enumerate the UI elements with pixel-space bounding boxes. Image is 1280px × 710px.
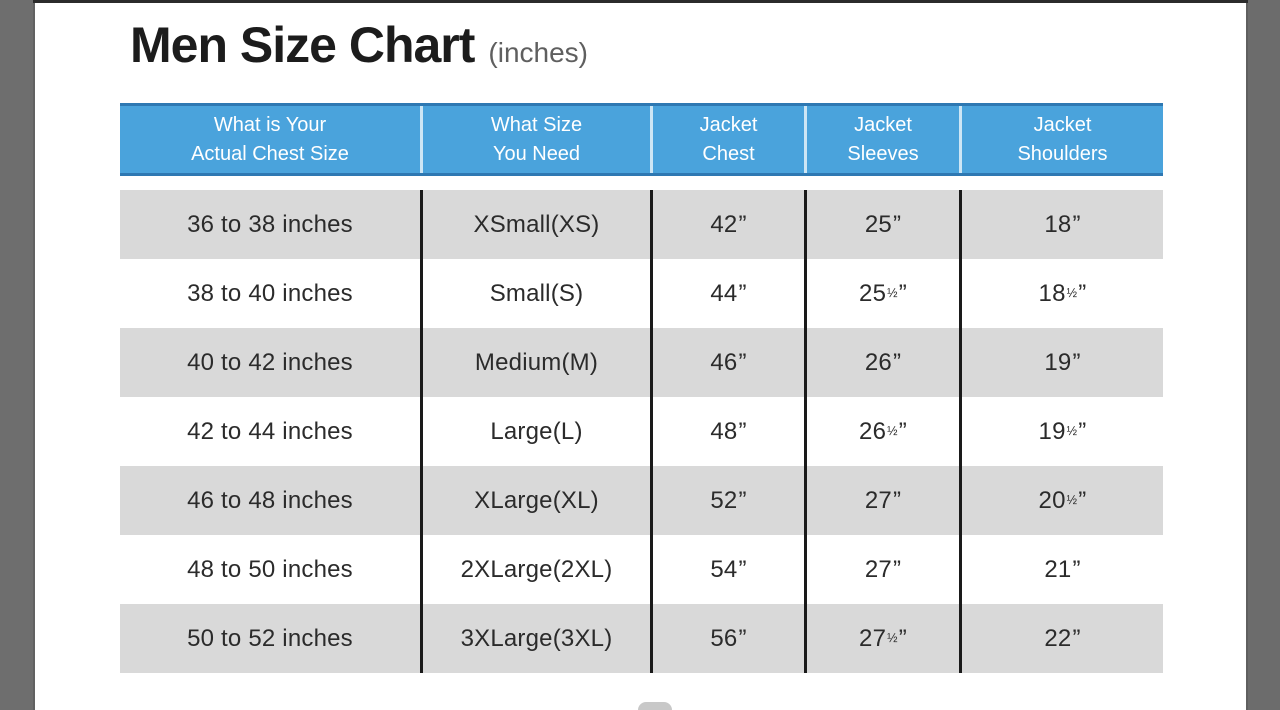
half-fraction: ½: [887, 630, 898, 645]
cell-size-needed: Large(L): [423, 397, 653, 466]
column-header-jacket-chest: [653, 106, 807, 173]
cell-size-needed: XSmall(XS): [423, 190, 653, 259]
inch-mark: ”: [738, 210, 747, 238]
cell-jacket-chest: 56 ”: [653, 604, 807, 673]
inch-mark: ”: [892, 210, 902, 238]
cell-jacket-sleeves: 27 ”: [807, 535, 962, 604]
cell-jacket-shoulders: 19 ”: [1044, 348, 1081, 376]
cell-jacket-chest: 52 ”: [653, 466, 807, 535]
inch-mark: ”: [738, 348, 747, 376]
table-row: [120, 190, 1163, 259]
cell-chest-range: 50 to 52 inches: [120, 604, 423, 673]
cell-jacket-shoulders: 18 ”: [1044, 210, 1081, 238]
page-title-units: (inches): [488, 37, 588, 68]
table-body: [120, 190, 1163, 673]
cell-jacket-shoulders: 21 ”: [1044, 555, 1081, 583]
inch-mark: ”: [892, 486, 902, 514]
inch-mark: ”: [898, 417, 907, 445]
inch-mark: ”: [1078, 279, 1087, 307]
column-header-label: Chest: [702, 142, 755, 165]
cell-jacket-shoulders: 20 ½ ”: [1038, 486, 1087, 514]
cell-jacket-chest: 48 ”: [653, 397, 807, 466]
page-title: Men Size Chart: [130, 17, 475, 73]
inch-mark: ”: [898, 279, 907, 307]
column-header-label: Sleeves: [847, 142, 919, 165]
inch-mark: ”: [1072, 555, 1081, 583]
column-header-label: What is Your: [213, 113, 327, 136]
column-header-label: What Size: [490, 113, 583, 136]
half-fraction: ½: [887, 285, 898, 300]
half-fraction: ½: [1066, 423, 1078, 438]
column-header-jacket-shoulders: [962, 106, 1163, 173]
cell-jacket-sleeves: 25 ”: [807, 190, 962, 259]
cell-chest-range: 40 to 42 inches: [120, 328, 423, 397]
table-row: [120, 328, 1163, 397]
inch-mark: ”: [1078, 417, 1087, 445]
half-fraction: ½: [887, 423, 898, 438]
half-fraction: ½: [1066, 285, 1078, 300]
inch-mark: ”: [738, 279, 747, 307]
inch-mark: ”: [738, 555, 747, 583]
partial-element-bottom: [638, 702, 672, 710]
column-header-jacket-sleeves: [807, 106, 962, 173]
inch-mark: ”: [1078, 486, 1087, 514]
inch-mark: ”: [1072, 348, 1081, 376]
column-header-label: Jacket: [854, 113, 912, 136]
cell-size-needed: 3XLarge(3XL): [423, 604, 653, 673]
cell-jacket-sleeves: 25 ½ ”: [807, 259, 962, 328]
cell-jacket-shoulders: 22 ”: [1044, 624, 1081, 652]
table-row: [120, 466, 1163, 535]
cell-size-needed: 2XLarge(2XL): [423, 535, 653, 604]
cell-chest-range: 38 to 40 inches: [120, 259, 423, 328]
inch-mark: ”: [898, 624, 907, 652]
inch-mark: ”: [1072, 624, 1081, 652]
table-row: [120, 535, 1163, 604]
column-header-label: Actual Chest Size: [191, 142, 349, 165]
cell-jacket-chest: 46 ”: [653, 328, 807, 397]
cell-jacket-sleeves: 27 ”: [807, 466, 962, 535]
inch-mark: ”: [738, 486, 747, 514]
cell-chest-range: 46 to 48 inches: [120, 466, 423, 535]
page-left-gutter: [0, 0, 35, 710]
top-divider-line: [33, 0, 1248, 3]
cell-jacket-shoulders: 19 ½ ”: [1038, 417, 1087, 445]
cell-chest-range: 42 to 44 inches: [120, 397, 423, 466]
inch-mark: ”: [892, 555, 902, 583]
cell-size-needed: Medium(M): [423, 328, 653, 397]
cell-jacket-chest: 44 ”: [653, 259, 807, 328]
cell-chest-range: 36 to 38 inches: [120, 190, 423, 259]
cell-jacket-sleeves: 26 ”: [807, 328, 962, 397]
inch-mark: ”: [892, 348, 902, 376]
column-header-actual-chest-size: [120, 106, 423, 173]
page-title-block: [130, 16, 588, 74]
inch-mark: ”: [738, 624, 747, 652]
table-row: [120, 397, 1163, 466]
cell-size-needed: XLarge(XL): [423, 466, 653, 535]
column-header-label: Shoulders: [1017, 142, 1108, 165]
column-header-size-you-need: [423, 106, 653, 173]
cell-jacket-sleeves: 27 ½ ”: [807, 604, 962, 673]
table-row: [120, 259, 1163, 328]
cell-chest-range: 48 to 50 inches: [120, 535, 423, 604]
table-row: [120, 604, 1163, 673]
inch-mark: ”: [1072, 210, 1081, 238]
inch-mark: ”: [738, 417, 747, 445]
column-header-label: Jacket: [699, 113, 758, 136]
cell-size-needed: Small(S): [423, 259, 653, 328]
cell-jacket-sleeves: 26 ½ ”: [807, 397, 962, 466]
page-right-gutter: [1246, 0, 1280, 710]
column-header-label: Jacket: [1033, 113, 1092, 136]
cell-jacket-shoulders: 18 ½ ”: [1038, 279, 1087, 307]
column-header-label: You Need: [492, 142, 581, 165]
cell-jacket-chest: 42 ”: [653, 190, 807, 259]
half-fraction: ½: [1066, 492, 1078, 507]
cell-jacket-chest: 54 ”: [653, 535, 807, 604]
size-chart-header-row: [120, 103, 1163, 176]
